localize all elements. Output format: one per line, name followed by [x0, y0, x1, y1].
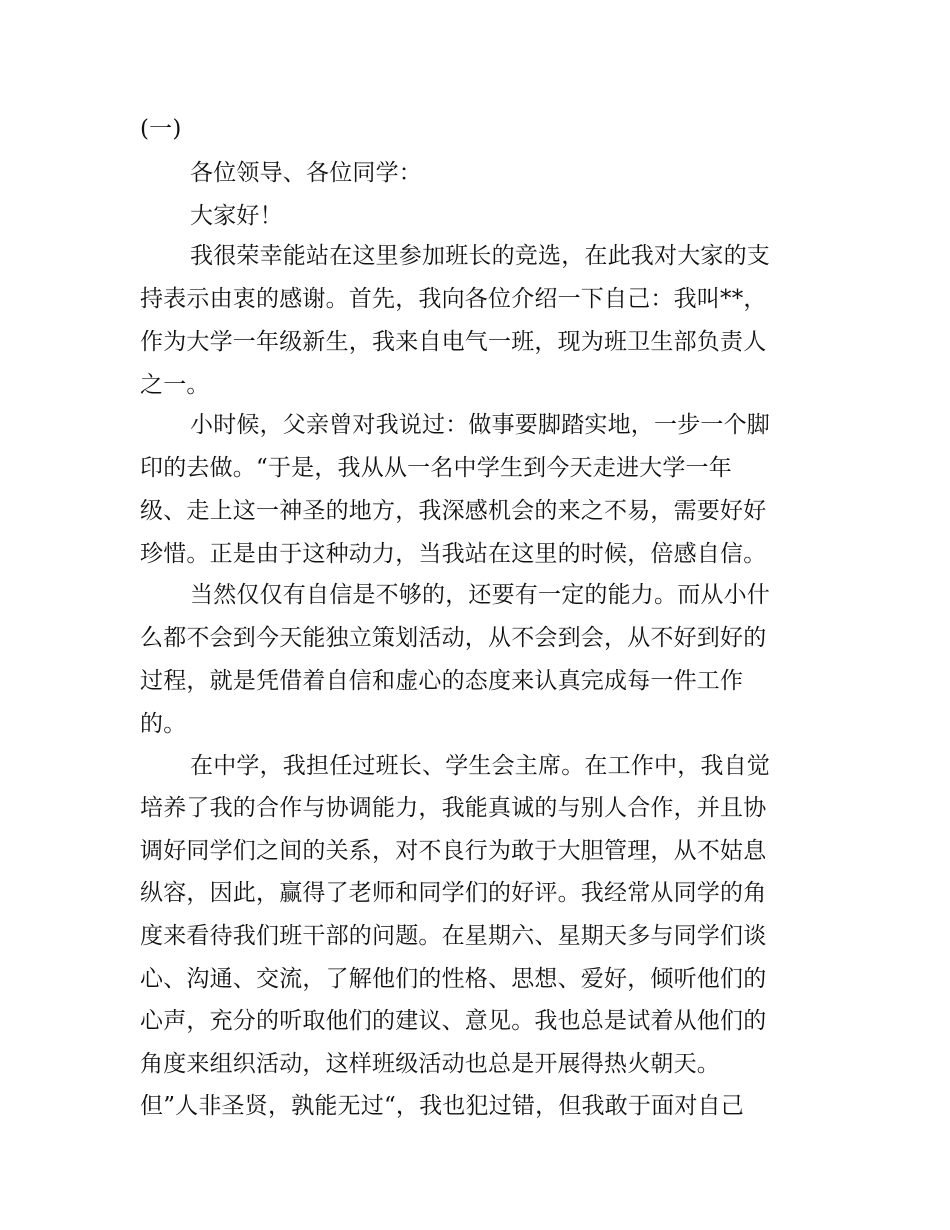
- text-line: 在中学，我担任过班长、学生会主席。在工作中，我自觉: [190, 753, 770, 779]
- text-line: 调好同学们之间的关系，对不良行为敢于大胆管理，从不姑息: [140, 838, 767, 864]
- text-line: 培养了我的合作与协调能力，我能真诚的与别人合作，并且协: [140, 795, 767, 821]
- text-line: 作为大学一年级新生，我来自电气一班，现为班卫生部负责人: [140, 329, 767, 355]
- text-line: 之一。: [140, 372, 210, 398]
- text-line: 但”人非圣贤，孰能无过“，我也犯过错，但我敢于面对自己: [140, 1093, 744, 1119]
- text-line: 度来看待我们班干部的问题。在星期六、星期天多与同学们谈: [140, 923, 767, 949]
- text-line: 珍惜。正是由于这种动力，当我站在这里的时候，倍感自信。: [140, 541, 767, 567]
- text-line: 角度来组织活动，这样班级活动也总是开展得热火朝天。: [140, 1051, 720, 1077]
- salutation-line: 各位领导、各位同学：: [190, 160, 422, 186]
- text-line: 持表示由衷的感谢。首先，我向各位介绍一下自己：我叫**，: [140, 286, 767, 312]
- text-line: 印的去做。“于是，我从从一名中学生到今天走进大学一年: [140, 455, 732, 481]
- text-line: 过程，就是凭借着自信和虚心的态度来认真完成每一件工作: [140, 668, 744, 694]
- greeting-line: 大家好！: [190, 203, 283, 229]
- text-line: 我很荣幸能站在这里参加班长的竞选，在此我对大家的支: [190, 243, 770, 269]
- text-line: 纵容，因此，赢得了老师和同学们的好评。我经常从同学的角: [140, 880, 767, 906]
- text-line: 的。: [140, 711, 187, 737]
- text-line: 当然仅仅有自信是不够的，还要有一定的能力。而从小什: [190, 582, 770, 608]
- section-heading: (一): [140, 116, 182, 142]
- text-line: 小时候，父亲曾对我说过：做事要脚踏实地，一步一个脚: [190, 412, 770, 438]
- text-line: 级、走上这一神圣的地方，我深感机会的来之不易，需要好好: [140, 498, 767, 524]
- text-line: 么都不会到今天能独立策划活动，从不会到会，从不好到好的: [140, 625, 767, 651]
- text-line: 心声，充分的听取他们的建议、意见。我也总是试着从他们的: [140, 1008, 767, 1034]
- text-line: 心、沟通、交流，了解他们的性格、思想、爱好，倾听他们的: [140, 966, 767, 992]
